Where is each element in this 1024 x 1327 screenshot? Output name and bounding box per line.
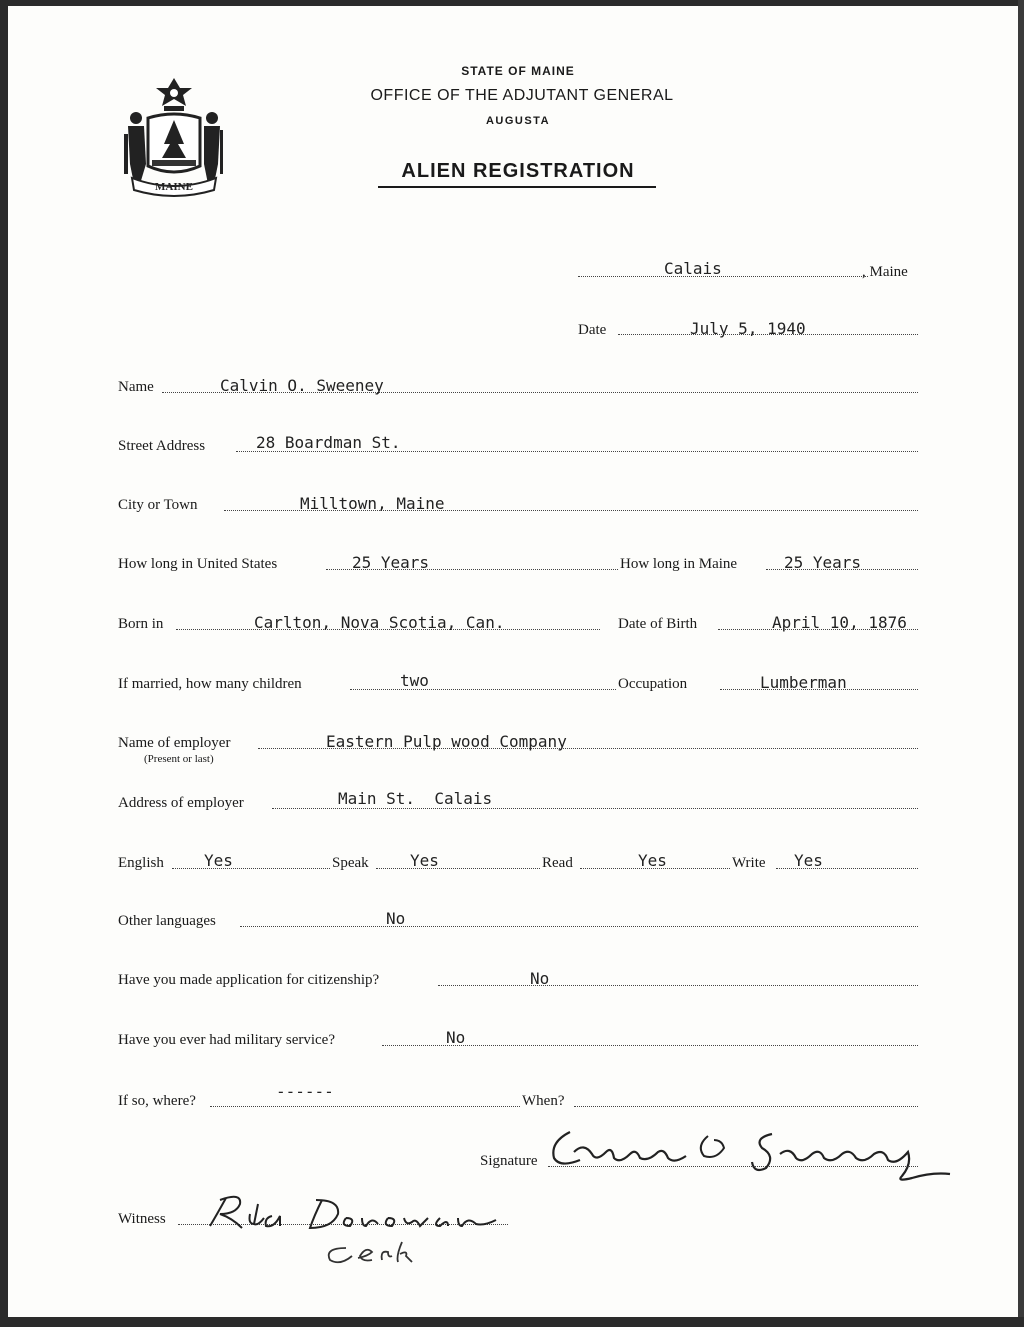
city-heading: AUGUSTA bbox=[485, 115, 551, 127]
english-line bbox=[172, 868, 330, 869]
speak-value: Yes bbox=[410, 851, 439, 870]
employer-value: Eastern Pulp wood Company bbox=[326, 732, 567, 751]
street-label: Street Address bbox=[118, 438, 206, 454]
where-value: ------ bbox=[276, 1082, 334, 1101]
scan-border-top bbox=[0, 0, 1024, 6]
speak-label: Speak bbox=[332, 855, 369, 871]
us-duration-value: 25 Years bbox=[352, 553, 430, 572]
witness-signature bbox=[196, 1186, 526, 1276]
place-value: Calais bbox=[664, 259, 722, 278]
state-heading: STATE OF MAINE bbox=[461, 64, 575, 78]
scan-border-bottom bbox=[0, 1317, 1024, 1327]
witness-label: Witness bbox=[118, 1211, 166, 1227]
employer-address-line bbox=[272, 808, 918, 809]
occupation-value: Lumberman bbox=[760, 673, 847, 692]
occupation-label: Occupation bbox=[618, 676, 688, 692]
applicant-signature bbox=[540, 1112, 970, 1192]
other-languages-value: No bbox=[386, 909, 406, 928]
form-title: ALIEN REGISTRATION bbox=[401, 160, 635, 182]
signature-label: Signature bbox=[480, 1153, 538, 1169]
other-languages-line bbox=[240, 926, 918, 927]
born-value: Carlton, Nova Scotia, Can. bbox=[254, 613, 505, 632]
write-label: Write bbox=[732, 855, 766, 871]
employer-address-label: Address of employer bbox=[118, 795, 244, 811]
when-line bbox=[574, 1106, 918, 1107]
scan-border-right bbox=[1018, 0, 1024, 1327]
citizenship-value: No bbox=[530, 969, 550, 988]
citizenship-line bbox=[438, 985, 918, 986]
read-label: Read bbox=[542, 855, 573, 871]
dob-value: April 10, 1876 bbox=[772, 613, 907, 632]
children-line bbox=[350, 689, 616, 690]
write-value: Yes bbox=[794, 851, 823, 870]
title-underline bbox=[378, 186, 656, 188]
name-label: Name bbox=[118, 379, 154, 395]
born-label: Born in bbox=[118, 616, 164, 632]
children-value: two bbox=[400, 671, 429, 690]
place-suffix: , Maine bbox=[862, 264, 908, 280]
employer-label: Name of employer bbox=[118, 735, 231, 751]
svg-text:MAINE: MAINE bbox=[155, 181, 193, 193]
where-line bbox=[210, 1106, 520, 1107]
maine-duration-label: How long in Maine bbox=[620, 556, 738, 572]
maine-duration-value: 25 Years bbox=[784, 553, 862, 572]
city-value: Milltown, Maine bbox=[300, 494, 445, 513]
office-heading: OFFICE OF THE ADJUTANT GENERAL bbox=[370, 87, 674, 104]
speak-line bbox=[376, 868, 540, 869]
employer-sublabel: (Present or last) bbox=[144, 753, 214, 765]
citizenship-label: Have you made application for citizenship? bbox=[118, 972, 380, 988]
dob-label: Date of Birth bbox=[618, 616, 698, 632]
military-label: Have you ever had military service? bbox=[118, 1032, 335, 1048]
military-value: No bbox=[446, 1028, 466, 1047]
city-label: City or Town bbox=[118, 497, 198, 513]
employer-address-value: Main St. Calais bbox=[338, 789, 493, 808]
date-value: July 5, 1940 bbox=[690, 319, 806, 338]
date-label: Date bbox=[578, 322, 607, 338]
us-duration-label: How long in United States bbox=[118, 556, 278, 572]
when-label: When? bbox=[522, 1093, 565, 1109]
name-value: Calvin O. Sweeney bbox=[220, 376, 384, 395]
children-label: If married, how many children bbox=[118, 676, 302, 692]
where-label: If so, where? bbox=[118, 1093, 196, 1109]
other-languages-label: Other languages bbox=[118, 913, 216, 929]
place-line bbox=[578, 276, 868, 277]
scan-border-left bbox=[0, 0, 8, 1327]
english-value: Yes bbox=[204, 851, 233, 870]
english-label: English bbox=[118, 855, 164, 871]
read-value: Yes bbox=[638, 851, 667, 870]
street-value: 28 Boardman St. bbox=[256, 433, 401, 452]
